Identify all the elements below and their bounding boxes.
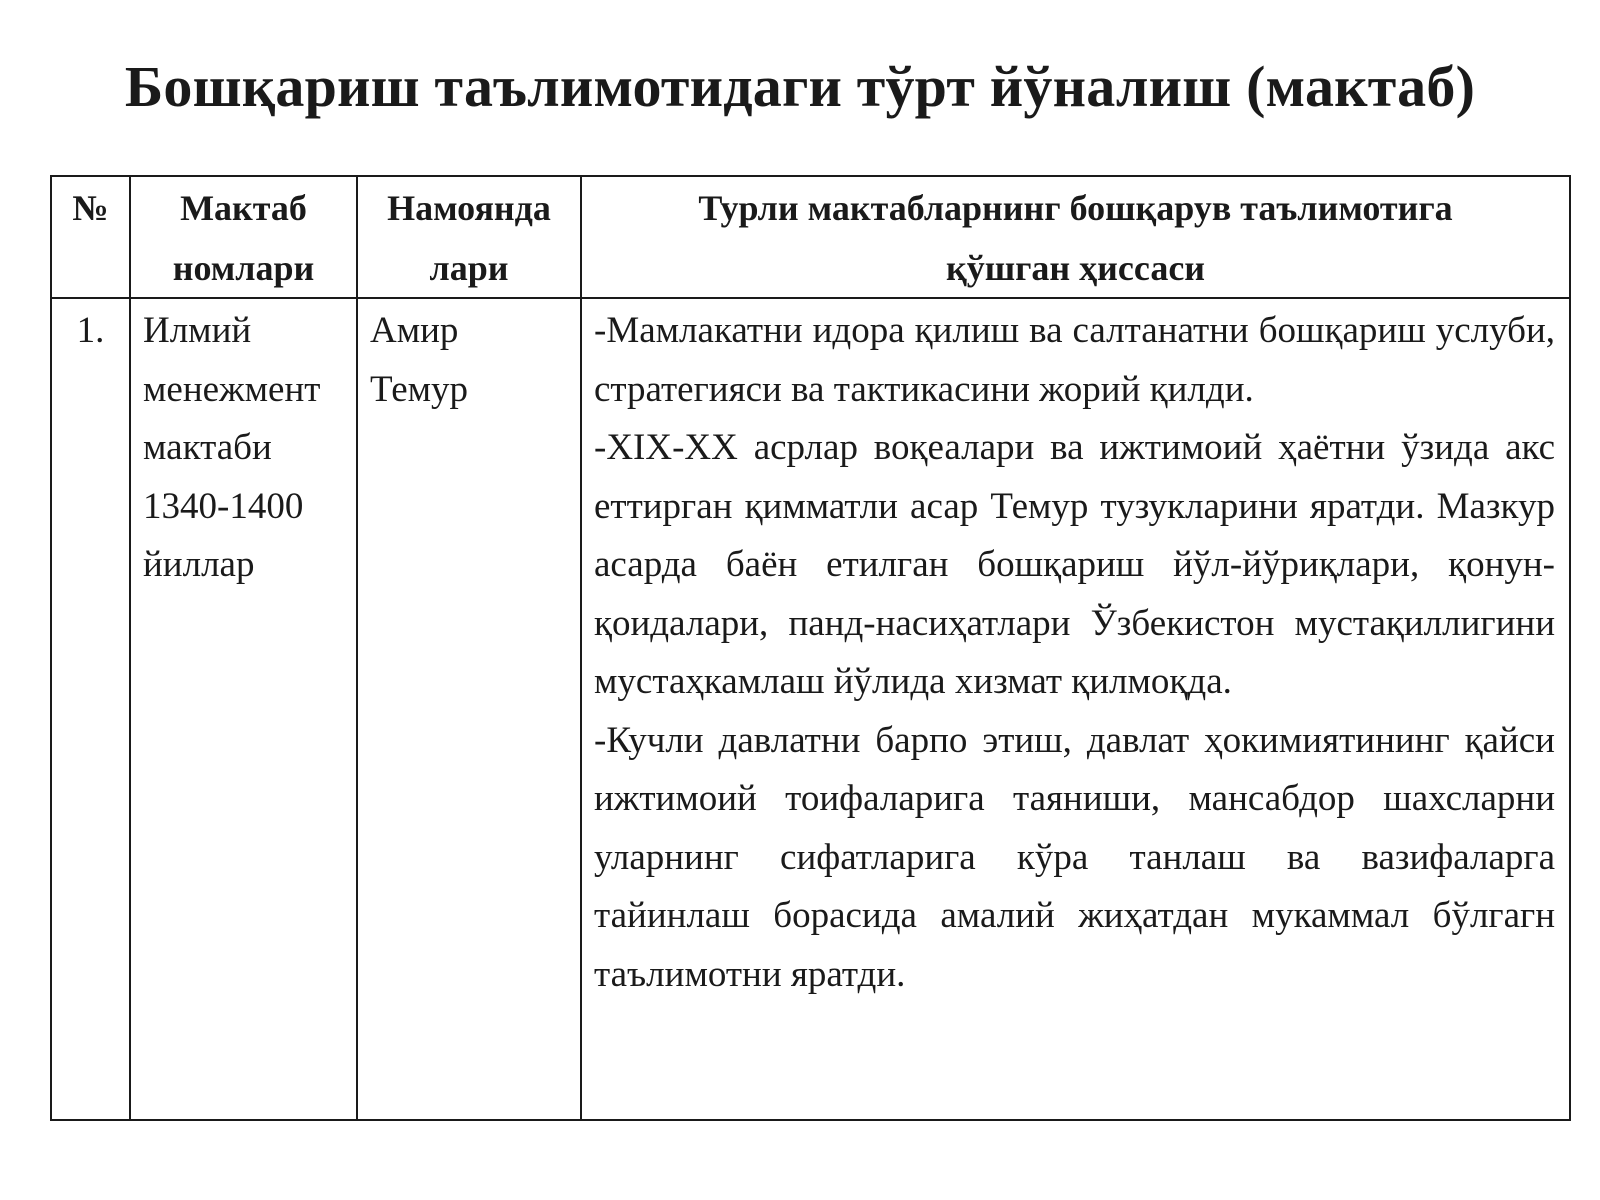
row-school-name (130, 298, 357, 1120)
table-row (51, 298, 1570, 1120)
table-header-row (51, 176, 1570, 298)
page-title: Бошқариш таълимотидаги тўрт йўналиш (мактаб) (124, 54, 1476, 119)
school-name-line: мактаби (143, 427, 272, 468)
header-contribution-line1: Турли мактабларнинг бошқарув таълимотига (698, 188, 1453, 228)
row-representative (357, 298, 581, 1120)
header-representatives-line1: Намоянда (387, 188, 551, 228)
school-name-line: Илмий (143, 310, 252, 351)
header-school-line2: номлари (172, 248, 315, 288)
row-number: 1. (51, 298, 130, 1120)
contribution-paragraph: -XIX-XX асрлар воқеалари ва ижтимоий ҳаётни ўзида акс еттирган қимматли асар Темур тузукларини яратди. Мазкур асарда баён етилган бошқариш йўл-йўриқлари, қонун-қоидалари, панд-насиҳатлари Ўзбекистон мустақиллигини мустаҳкамлаш йўлида хизмат қилмоқда. (594, 427, 1555, 702)
school-years-line: 1340-1400 (143, 485, 304, 527)
header-representatives-line2: лари (429, 248, 509, 288)
header-representatives (357, 176, 581, 298)
representative-line: Амир (370, 310, 459, 351)
header-number (51, 176, 130, 298)
header-school-line1: Мактаб (180, 188, 307, 228)
row-contribution (581, 298, 1570, 1120)
header-number-label: № (72, 188, 109, 228)
school-name-line: йиллар (143, 544, 255, 585)
schools-table (50, 175, 1571, 1121)
representative-line: Темур (370, 368, 469, 410)
school-name-line: менежмент (143, 368, 321, 410)
header-contribution-line2: қўшган ҳиссаси (945, 248, 1206, 288)
header-contribution (581, 176, 1570, 298)
contribution-paragraph: -Кучли давлатни барпо этиш, давлат ҳокимиятининг қайси ижтимоий тоифаларига таяниши, мансабдор шахсларни уларнинг сифатларига кўра танлаш ва вазифаларга тайинлаш борасида амалий жиҳатдан мукаммал бўлгагн таълимотни яратди. (594, 719, 1555, 995)
contribution-paragraph: -Мамлакатни идора қилиш ва салтанатни бошқариш услуби, стратегияси ва тактикасини жорий қилди. (594, 310, 1555, 410)
header-school-names (130, 176, 357, 298)
